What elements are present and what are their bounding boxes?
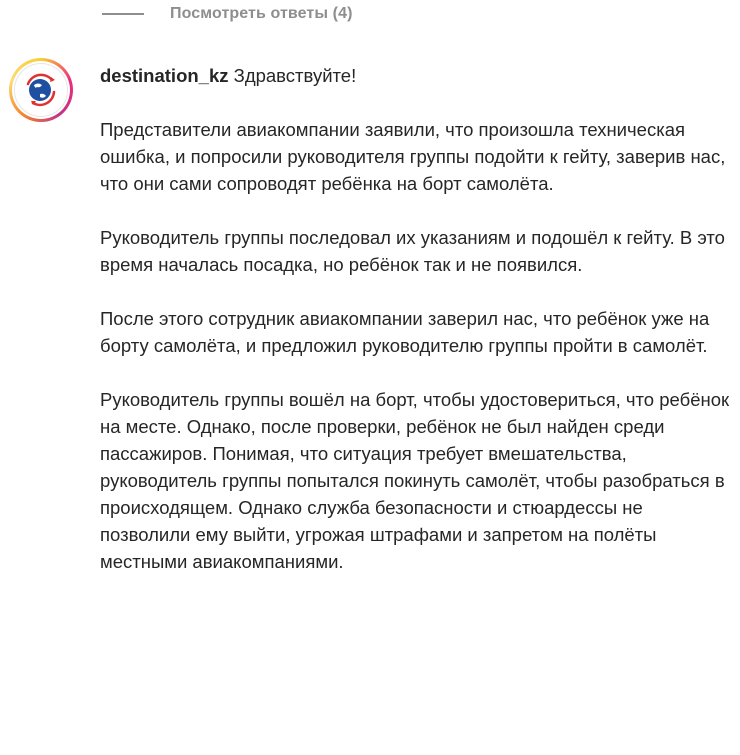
view-replies-label: Посмотреть ответы (4) xyxy=(170,5,353,22)
comment-paragraph-2: Руководитель группы последовал их указаниям и подошёл к гейту. В это время началась посадка, но ребёнок так и не появился. xyxy=(100,227,725,275)
replies-divider-line xyxy=(102,13,144,15)
avatar-ring xyxy=(12,61,70,119)
globe-airplane-logo-icon xyxy=(21,70,61,110)
view-replies-button[interactable] xyxy=(102,0,353,28)
comment-paragraph-3: После этого сотрудник авиакомпании заверил нас, что ребёнок уже на борту самолёта, и предложил руководителю группы пройти в самолёт. xyxy=(100,308,710,356)
comment-first-line xyxy=(100,62,730,89)
comment-paragraph-4: Руководитель группы вошёл на борт, чтобы удостовериться, что ребёнок на месте. Однако, после проверки, ребёнок не был найден среди пассажиров. Понимая, что ситуация требует вмешательства, руководитель группы попытался покинуть самолёт, чтобы разобраться в происходящем. Однако служба безопасности и стюардессы не позволили ему выйти, угрожая штрафами и запретом на полёты местными авиакомпаниями. xyxy=(100,389,730,572)
comment-paragraph-1: Представители авиакомпании заявили, что произошла техническая ошибка, и попросили руководителя группы подойти к гейту, заверив нас, что они сами сопроводят ребёнка на борт самолёта. xyxy=(100,119,726,194)
comment-greeting: Здравствуйте! xyxy=(233,65,357,86)
avatar[interactable] xyxy=(9,58,73,122)
avatar-inner xyxy=(14,63,68,117)
comment-body xyxy=(100,62,730,602)
comment-username[interactable]: destination_kz xyxy=(100,65,229,86)
